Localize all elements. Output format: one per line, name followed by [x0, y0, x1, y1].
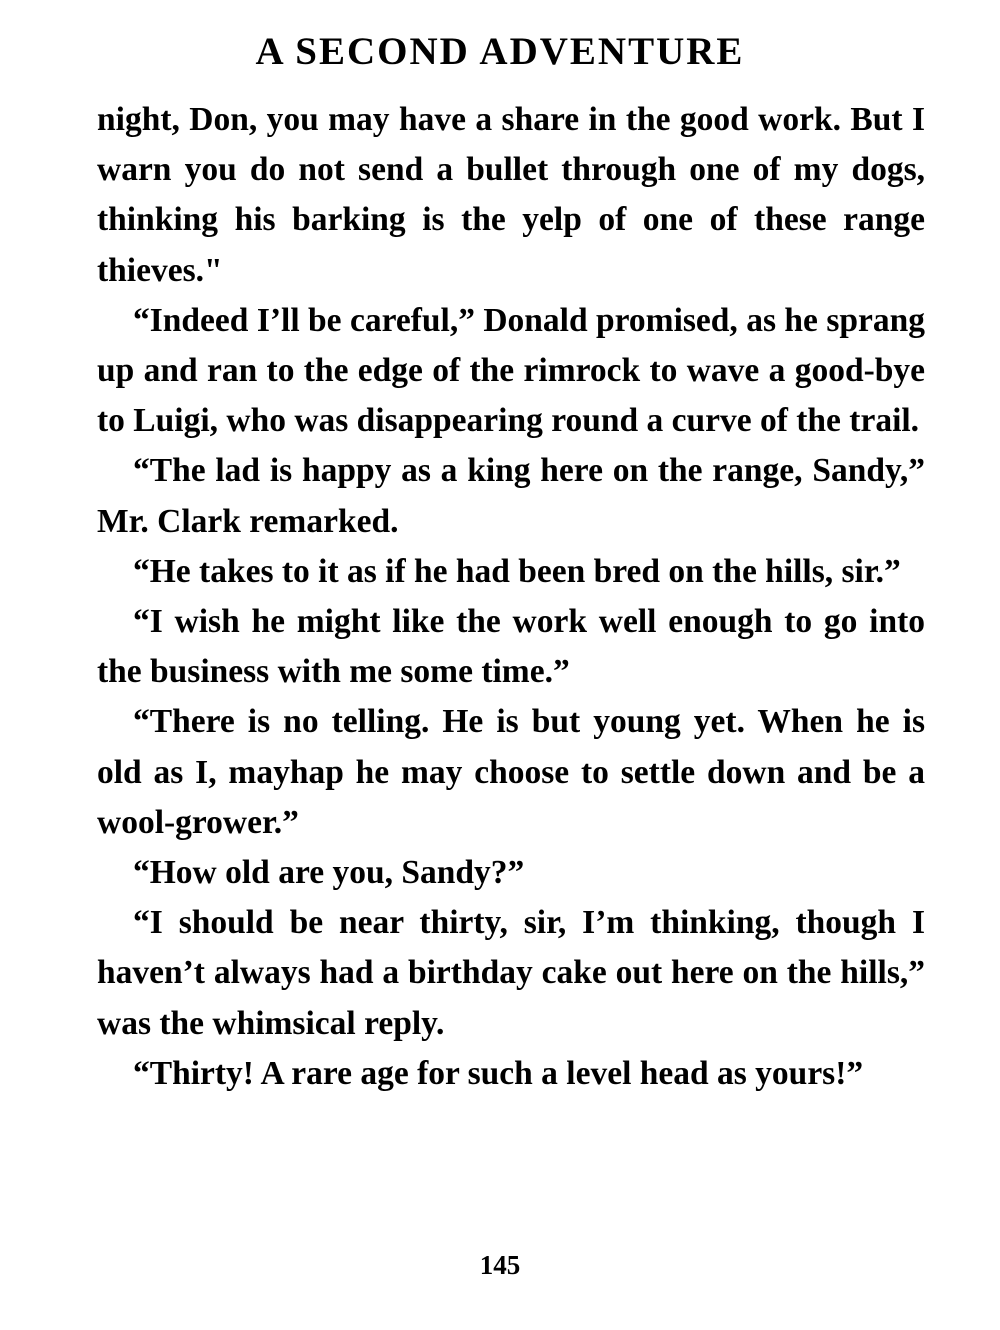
paragraph: night, Don, you may have a share in the good work. But I warn you do not send a bullet through one of my dogs, thinking his barking is the yelp of one of these range thieves.": [97, 101, 925, 289]
page-number: 145: [479, 1250, 521, 1280]
paragraph: “Thirty! A rare age for such a level head as yours!”: [133, 1054, 864, 1092]
paragraph: “The lad is happy as a king here on the range, Sandy,” Mr. Clark remarked.: [97, 452, 925, 540]
paragraph: “How old are you, Sandy?”: [133, 854, 525, 892]
paragraph: “There is no telling. He is but young yet. When he is old as I, mayhap he may choose to settle down and be a wool-grower.”: [97, 703, 925, 841]
running-title: A SECOND ADVENTURE: [255, 30, 745, 73]
body-text: [97, 95, 925, 1099]
paragraph: “I wish he might like the work well enough to go into the business with me some time.”: [97, 603, 925, 691]
paragraph: “I should be near thirty, sir, I’m thinking, though I haven’t always had a birthday cake out here on the hills,” was the whimsical reply.: [97, 904, 925, 1042]
paragraph: “He takes to it as if he had been bred on the hills, sir.”: [133, 552, 901, 590]
paragraph: “Indeed I’ll be careful,” Donald promised, as he sprang up and ran to the edge of the rimrock to wave a good-bye to Luigi, who was disappearing round a curve of the trail.: [97, 301, 925, 440]
